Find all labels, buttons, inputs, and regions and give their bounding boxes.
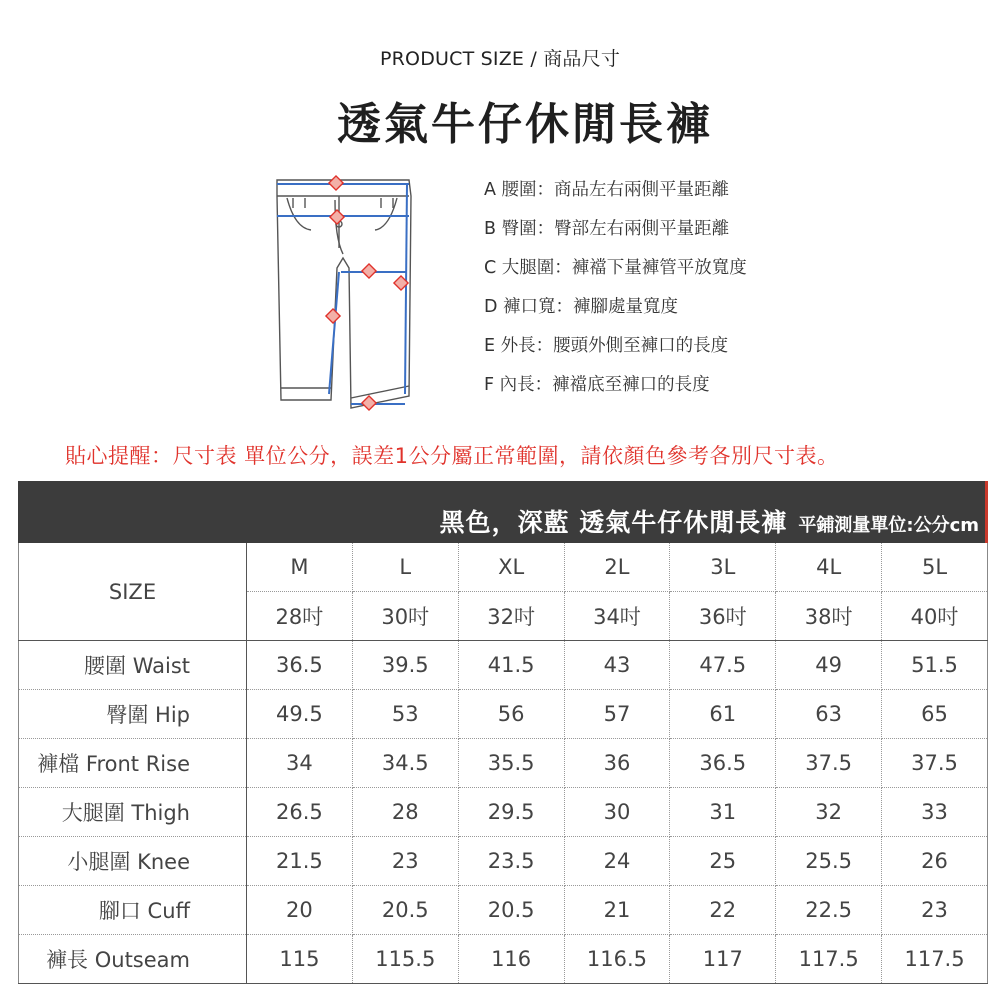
table-cell: 25.5	[776, 837, 882, 886]
table-cell: 23.5	[458, 837, 564, 886]
table-cell: 56	[458, 690, 564, 739]
table-cell: 21.5	[247, 837, 353, 886]
legend-item-thigh: C 大腿圍：褲襠下量褲管平放寬度	[484, 258, 747, 278]
table-cell: 36.5	[670, 739, 776, 788]
measurement-label: 大腿圍 Thigh	[19, 788, 247, 837]
table-cell: 20.5	[352, 886, 458, 935]
table-cell: 21	[564, 886, 670, 935]
table-cell: 32	[776, 788, 882, 837]
size-column-header: 3L	[670, 543, 776, 592]
table-cell: 43	[564, 641, 670, 690]
table-cell: 36	[564, 739, 670, 788]
table-cell: 117.5	[776, 935, 882, 984]
table-cell: 53	[352, 690, 458, 739]
size-chart-header	[18, 481, 988, 543]
pants-diagram	[265, 168, 425, 418]
table-cell: 20	[247, 886, 353, 935]
table-cell: 35.5	[458, 739, 564, 788]
table-row	[19, 788, 988, 837]
table-cell: 34.5	[352, 739, 458, 788]
inch-column-header: 40吋	[882, 592, 988, 641]
table-cell: 61	[670, 690, 776, 739]
product-size-eyebrow: PRODUCT SIZE / 商品尺寸	[379, 48, 621, 70]
table-cell: 37.5	[882, 739, 988, 788]
table-row	[19, 837, 988, 886]
legend-item-hip: B 臀圍：臀部左右兩側平量距離	[484, 219, 730, 239]
legend-item-waist: A 腰圍：商品左右兩側平量距離	[484, 180, 730, 200]
measurement-label: 腳口 Cuff	[19, 886, 247, 935]
table-cell: 49.5	[247, 690, 353, 739]
table-cell: 24	[564, 837, 670, 886]
table-row	[19, 690, 988, 739]
inch-column-header: 30吋	[352, 592, 458, 641]
table-cell: 116.5	[564, 935, 670, 984]
table-cell: 23	[352, 837, 458, 886]
size-header-row	[19, 543, 988, 592]
table-cell: 26	[882, 837, 988, 886]
inch-column-header: 38吋	[776, 592, 882, 641]
table-cell: 63	[776, 690, 882, 739]
table-cell: 41.5	[458, 641, 564, 690]
inch-column-header: 34吋	[564, 592, 670, 641]
size-table	[18, 543, 988, 984]
size-label: SIZE	[19, 543, 247, 641]
table-cell: 36.5	[247, 641, 353, 690]
table-cell: 47.5	[670, 641, 776, 690]
table-cell: 51.5	[882, 641, 988, 690]
table-cell: 39.5	[352, 641, 458, 690]
legend-item-cuff: D 褲口寬：褲腳處量寬度	[484, 297, 679, 317]
table-row	[19, 641, 988, 690]
table-cell: 65	[882, 690, 988, 739]
legend-item-inseam: F 內長：褲襠底至褲口的長度	[484, 375, 710, 395]
table-cell: 57	[564, 690, 670, 739]
table-cell: 22.5	[776, 886, 882, 935]
table-cell: 37.5	[776, 739, 882, 788]
table-cell: 28	[352, 788, 458, 837]
table-row	[19, 886, 988, 935]
measurement-label: 褲長 Outseam	[19, 935, 247, 984]
table-cell: 22	[670, 886, 776, 935]
table-cell: 117.5	[882, 935, 988, 984]
table-cell: 115.5	[352, 935, 458, 984]
legend-item-outseam: E 外長：腰頭外側至褲口的長度	[484, 336, 729, 356]
measurement-legend	[484, 177, 747, 411]
size-column-header: 2L	[564, 543, 670, 592]
table-cell: 26.5	[247, 788, 353, 837]
size-reminder: 貼心提醒：尺寸表 單位公分，誤差1公分屬正常範圍，請依顏色參考各別尺寸表。	[65, 444, 839, 468]
table-cell: 23	[882, 886, 988, 935]
table-cell: 30	[564, 788, 670, 837]
table-cell: 117	[670, 935, 776, 984]
measurement-label: 腰圍 Waist	[19, 641, 247, 690]
table-cell: 34	[247, 739, 353, 788]
size-chart	[18, 481, 988, 984]
size-chart-title: 黑色，深藍 透氣牛仔休閒長褲	[439, 508, 788, 537]
table-cell: 29.5	[458, 788, 564, 837]
measurement-label: 臀圍 Hip	[19, 690, 247, 739]
size-column-header: M	[247, 543, 353, 592]
product-title: 透氣牛仔休閒長褲	[337, 99, 713, 150]
table-cell: 49	[776, 641, 882, 690]
size-column-header: 4L	[776, 543, 882, 592]
table-row	[19, 935, 988, 984]
table-cell: 20.5	[458, 886, 564, 935]
size-column-header: 5L	[882, 543, 988, 592]
measurement-label: 小腿圍 Knee	[19, 837, 247, 886]
table-cell: 115	[247, 935, 353, 984]
inch-column-header: 36吋	[670, 592, 776, 641]
size-column-header: XL	[458, 543, 564, 592]
table-cell: 31	[670, 788, 776, 837]
inch-column-header: 32吋	[458, 592, 564, 641]
table-cell: 116	[458, 935, 564, 984]
table-cell: 33	[882, 788, 988, 837]
inch-column-header: 28吋	[247, 592, 353, 641]
measurement-label: 褲檔 Front Rise	[19, 739, 247, 788]
size-column-header: L	[352, 543, 458, 592]
table-cell: 25	[670, 837, 776, 886]
table-row	[19, 739, 988, 788]
size-chart-unit: 平鋪測量單位:公分cm	[798, 515, 979, 536]
